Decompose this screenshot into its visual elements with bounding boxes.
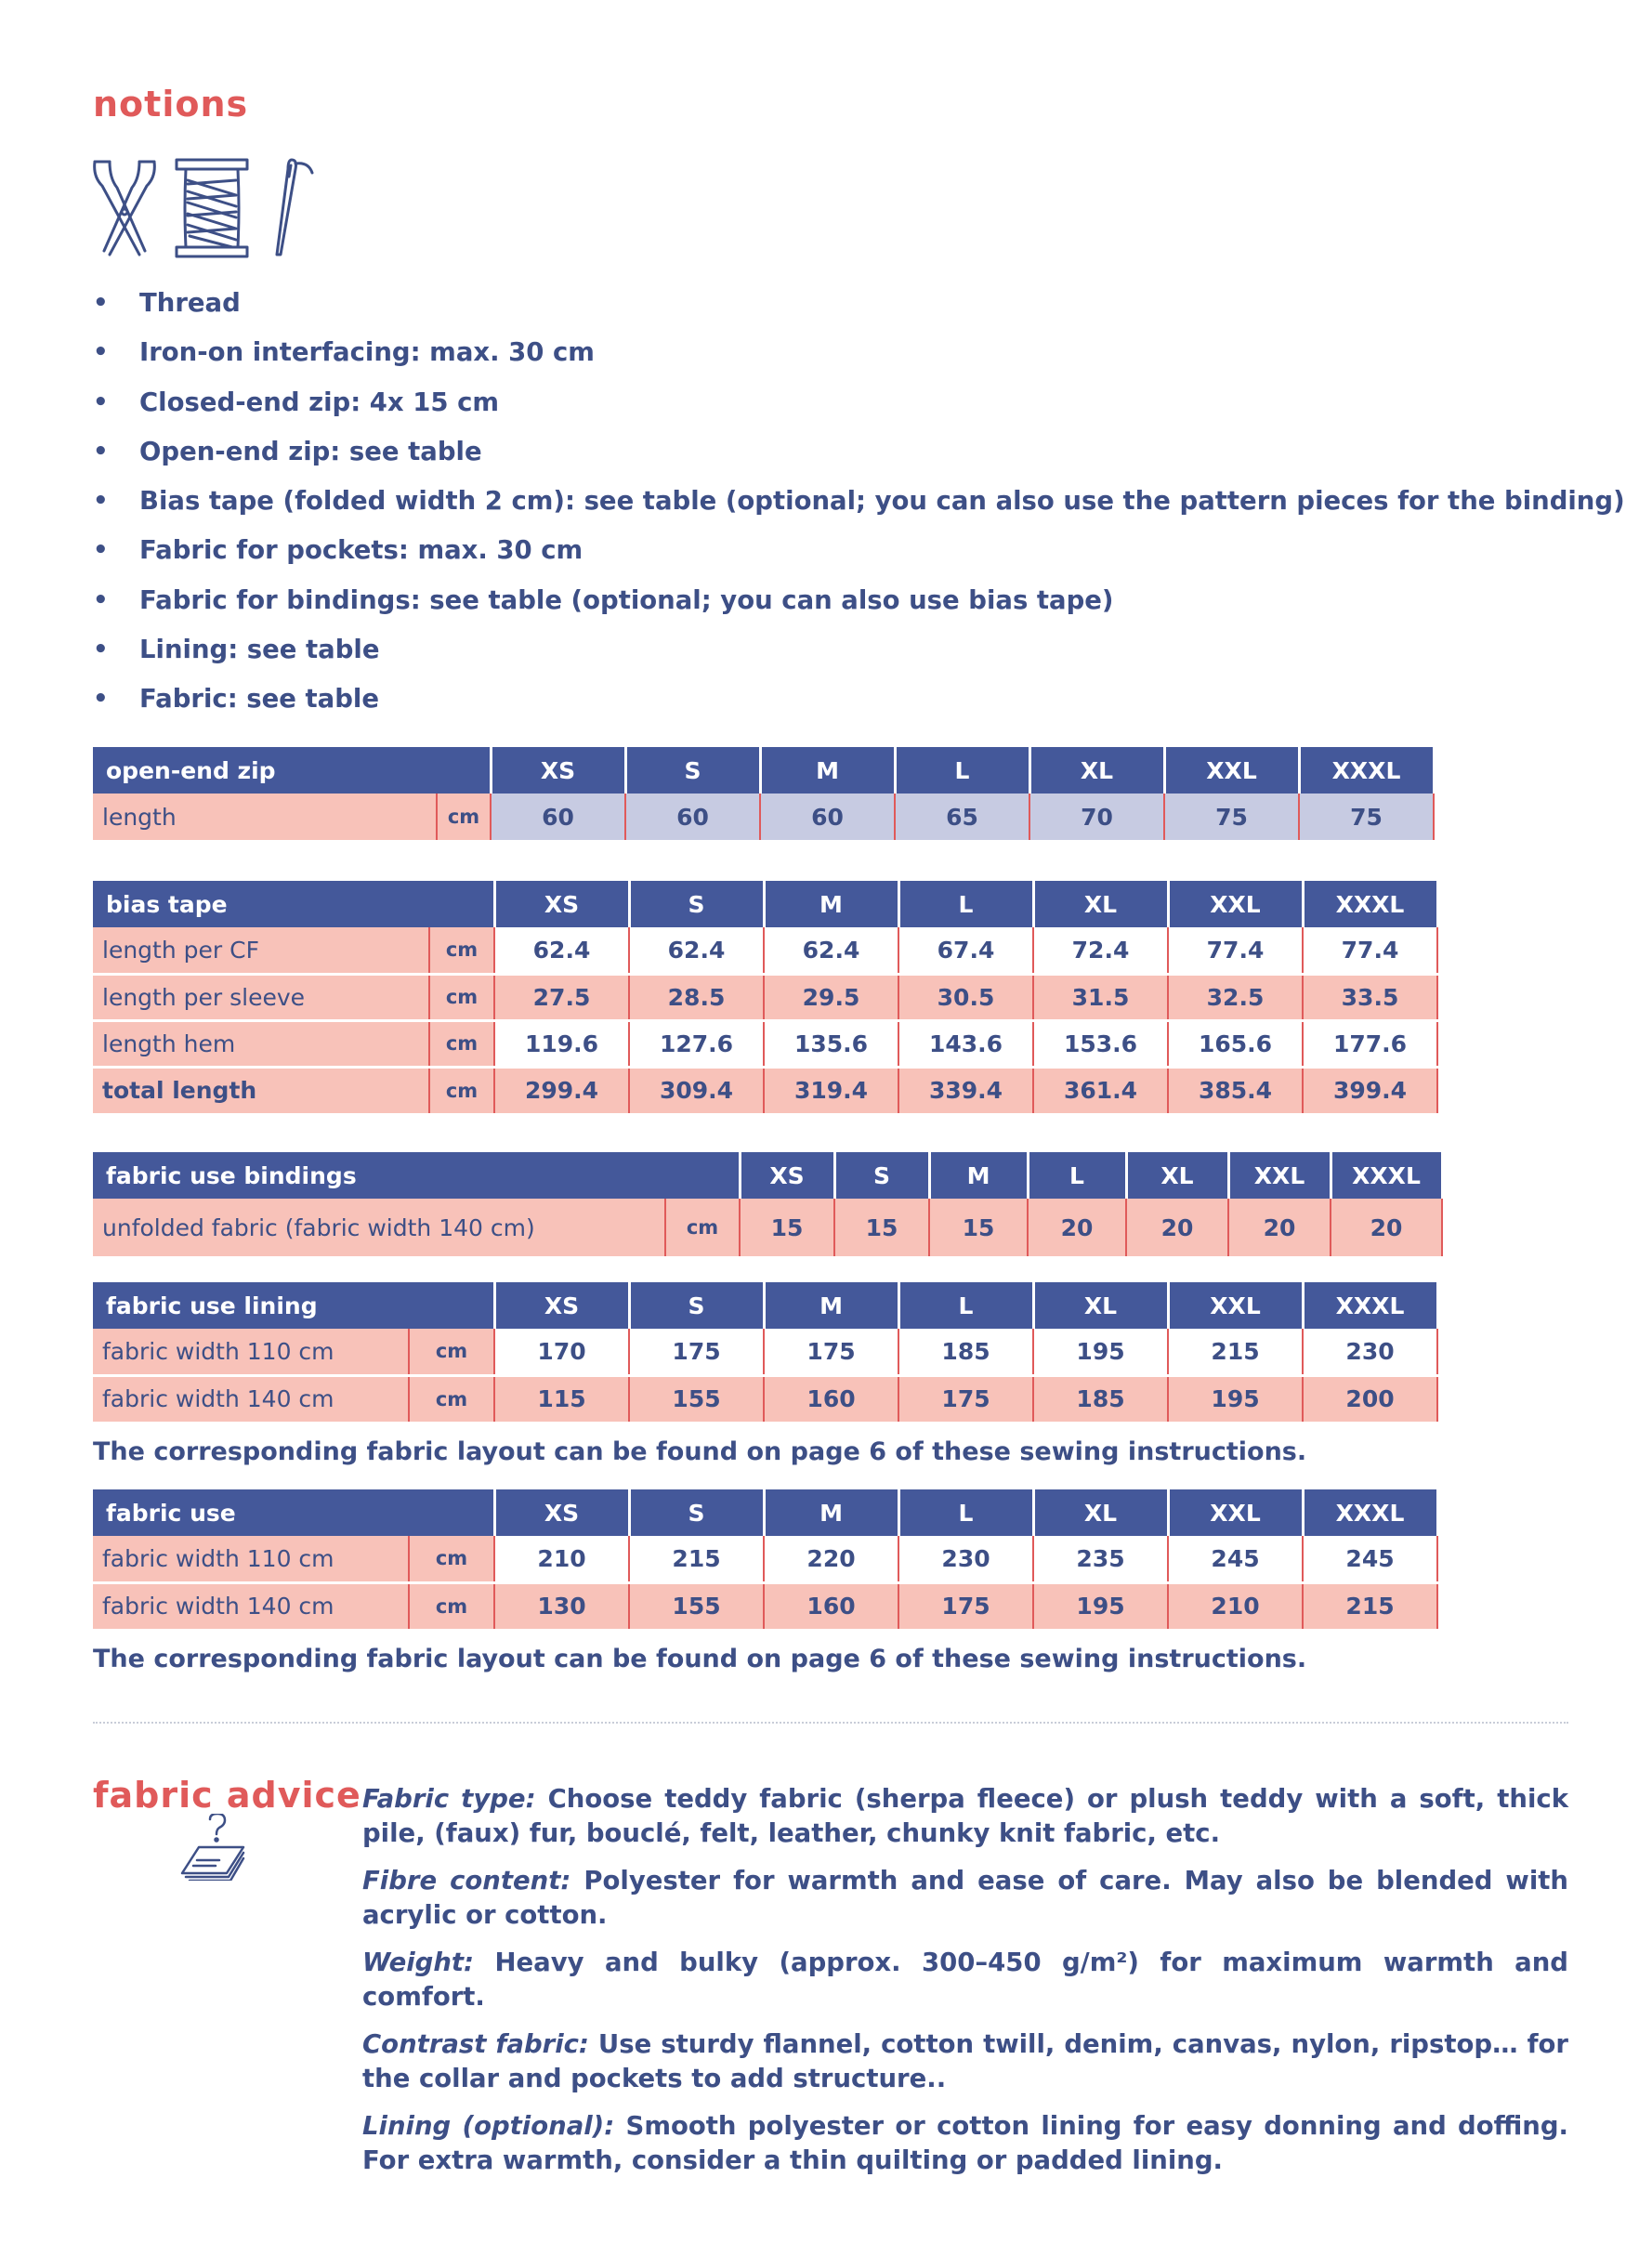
thread-spool-icon (177, 160, 247, 256)
table-cell: 230 (898, 1536, 1033, 1582)
advice-key: Lining (optional): (362, 2111, 615, 2141)
row-label: length per CF (93, 927, 429, 974)
size-header: XXL (1168, 1282, 1303, 1329)
table-cell: 399.4 (1303, 1067, 1437, 1113)
table-cell: 210 (494, 1536, 629, 1582)
notions-list (93, 279, 1625, 725)
table-cell: 65 (895, 794, 1029, 840)
size-header: L (1028, 1152, 1126, 1199)
row-unit: cm (429, 974, 494, 1020)
list-item: • Fabric for bindings: see table (optional; you can also use bias tape) (93, 576, 1625, 625)
row-label: unfolded fabric (fabric width 140 cm) (93, 1199, 665, 1256)
fabric-question-icon (178, 1814, 253, 1884)
advice-paragraph (362, 1946, 1568, 2014)
fabric-advice-text (362, 1782, 1568, 2191)
table-cell: 75 (1299, 794, 1434, 840)
advice-key: Fabric type: (362, 1784, 536, 1814)
table-header-row (93, 747, 1434, 794)
table-cell: 220 (764, 1536, 898, 1582)
size-header: XXXL (1303, 1282, 1437, 1329)
table-cell: 27.5 (494, 974, 629, 1020)
table-row (93, 1199, 1442, 1256)
table-header-row (93, 1489, 1437, 1536)
advice-text: Use sturdy flannel, cotton twill, denim, canvas, nylon, ripstop… for the collar and pockets to add structure.. (362, 2029, 1568, 2093)
table-cell: 115 (494, 1375, 629, 1422)
size-header: XS (494, 1489, 629, 1536)
size-header: XL (1033, 1489, 1168, 1536)
size-header: XL (1033, 881, 1168, 927)
table-cell: 170 (494, 1329, 629, 1375)
size-header: L (895, 747, 1029, 794)
table-cell: 20 (1331, 1199, 1442, 1256)
table-title: bias tape (93, 881, 494, 927)
table-cell: 29.5 (764, 974, 898, 1020)
table-cell: 215 (629, 1536, 764, 1582)
size-header: S (629, 881, 764, 927)
section-divider (93, 1722, 1568, 1724)
zip-table (93, 747, 1436, 840)
row-label: fabric width 110 cm (93, 1536, 409, 1582)
fabric-layout-note: The corresponding fabric layout can be found on page 6 of these sewing instructions. (93, 1645, 1307, 1673)
table-cell: 200 (1303, 1375, 1437, 1422)
table-row (93, 927, 1437, 974)
table-cell: 30.5 (898, 974, 1033, 1020)
row-label: fabric width 110 cm (93, 1329, 409, 1375)
table-row (93, 1375, 1437, 1422)
size-header: S (629, 1489, 764, 1536)
table-cell: 185 (898, 1329, 1033, 1375)
table-cell: 155 (629, 1375, 764, 1422)
advice-text: Smooth polyester or cotton lining for easy donning and doffing. For extra warmth, consider a thin quilting or padded lining. (362, 2111, 1569, 2175)
bias-tape-table (93, 881, 1439, 1113)
row-unit: cm (409, 1329, 494, 1375)
advice-text: Heavy and bulky (approx. 300–450 g/m²) for maximum warmth and comfort. (362, 1948, 1568, 2012)
table-cell: 119.6 (494, 1020, 629, 1067)
size-header: M (760, 747, 895, 794)
table-cell: 67.4 (898, 927, 1033, 974)
table-cell: 127.6 (629, 1020, 764, 1067)
table-cell: 155 (629, 1582, 764, 1629)
size-header: XXXL (1303, 1489, 1437, 1536)
table-title: fabric use lining (93, 1282, 494, 1329)
size-header: XL (1033, 1282, 1168, 1329)
size-header: M (764, 881, 898, 927)
table-header-row (93, 881, 1437, 927)
table-cell: 385.4 (1168, 1067, 1303, 1113)
size-header: XS (494, 881, 629, 927)
fabric-advice-heading: fabric advice (93, 1775, 361, 1816)
row-label: total length (93, 1067, 429, 1113)
table-cell: 185 (1033, 1375, 1168, 1422)
table-cell: 177.6 (1303, 1020, 1437, 1067)
advice-text: Polyester for warmth and ease of care. May also be blended with acrylic or cotton. (362, 1866, 1568, 1930)
row-label: fabric width 140 cm (93, 1375, 409, 1422)
table-cell: 245 (1168, 1536, 1303, 1582)
size-header: S (834, 1152, 929, 1199)
table-cell: 15 (740, 1199, 834, 1256)
table-cell: 165.6 (1168, 1020, 1303, 1067)
row-label: fabric width 140 cm (93, 1582, 409, 1629)
table-cell: 160 (764, 1582, 898, 1629)
size-header: M (929, 1152, 1028, 1199)
table-cell: 160 (764, 1375, 898, 1422)
list-item: • Closed-end zip: 4x 15 cm (93, 378, 1625, 427)
row-unit: cm (429, 1067, 494, 1113)
size-header: L (898, 1489, 1033, 1536)
list-item: • Lining: see table (93, 625, 1625, 675)
row-unit: cm (429, 1020, 494, 1067)
bindings-table (93, 1152, 1444, 1256)
table-cell: 20 (1028, 1199, 1126, 1256)
table-row (93, 1067, 1437, 1113)
table-cell: 245 (1303, 1536, 1437, 1582)
table-cell: 299.4 (494, 1067, 629, 1113)
table-cell: 339.4 (898, 1067, 1033, 1113)
table-cell: 230 (1303, 1329, 1437, 1375)
advice-paragraph (362, 2109, 1568, 2178)
size-header: XXL (1164, 747, 1299, 794)
table-cell: 130 (494, 1582, 629, 1629)
table-row (93, 1020, 1437, 1067)
table-cell: 195 (1033, 1582, 1168, 1629)
size-header: XL (1029, 747, 1164, 794)
notions-icons (91, 158, 333, 264)
size-header: XS (740, 1152, 834, 1199)
table-cell: 195 (1168, 1375, 1303, 1422)
table-cell: 62.4 (764, 927, 898, 974)
row-unit: cm (409, 1375, 494, 1422)
table-cell: 62.4 (629, 927, 764, 974)
table-cell: 135.6 (764, 1020, 898, 1067)
row-unit: cm (409, 1582, 494, 1629)
table-cell: 72.4 (1033, 927, 1168, 974)
lining-layout-note: The corresponding fabric layout can be found on page 6 of these sewing instructions. (93, 1437, 1307, 1466)
size-header: XL (1126, 1152, 1228, 1199)
table-cell: 60 (760, 794, 895, 840)
advice-key: Weight: (362, 1948, 475, 1977)
size-header: XXL (1168, 1489, 1303, 1536)
table-cell: 215 (1168, 1329, 1303, 1375)
advice-paragraph (362, 2027, 1568, 2096)
table-cell: 175 (898, 1375, 1033, 1422)
list-item: • Thread (93, 279, 1625, 328)
table-cell: 153.6 (1033, 1020, 1168, 1067)
advice-text: Choose teddy fabric (sherpa fleece) or plush teddy with a soft, thick pile, (faux) fur, bouclé, felt, leather, chunky knit fabric, etc. (362, 1784, 1568, 1848)
list-item: • Iron-on interfacing: max. 30 cm (93, 328, 1625, 377)
table-row (93, 974, 1437, 1020)
table-cell: 31.5 (1033, 974, 1168, 1020)
size-header: XXXL (1299, 747, 1434, 794)
table-cell: 62.4 (494, 927, 629, 974)
table-title: fabric use (93, 1489, 494, 1536)
table-cell: 32.5 (1168, 974, 1303, 1020)
needle-icon (277, 160, 312, 255)
list-item: • Fabric for pockets: max. 30 cm (93, 526, 1625, 575)
table-cell: 195 (1033, 1329, 1168, 1375)
list-item: • Open-end zip: see table (93, 427, 1625, 477)
advice-key: Fibre content: (362, 1866, 571, 1895)
table-cell: 309.4 (629, 1067, 764, 1113)
size-header: XS (491, 747, 625, 794)
advice-paragraph (362, 1782, 1568, 1851)
size-header: S (629, 1282, 764, 1329)
table-cell: 20 (1228, 1199, 1331, 1256)
table-cell: 60 (625, 794, 760, 840)
table-header-row (93, 1282, 1437, 1329)
table-cell: 210 (1168, 1582, 1303, 1629)
table-cell: 77.4 (1303, 927, 1437, 974)
row-unit: cm (437, 794, 491, 840)
table-cell: 15 (834, 1199, 929, 1256)
row-unit: cm (409, 1536, 494, 1582)
table-cell: 215 (1303, 1582, 1437, 1629)
table-cell: 319.4 (764, 1067, 898, 1113)
table-cell: 175 (764, 1329, 898, 1375)
size-header: L (898, 881, 1033, 927)
size-header: XXL (1228, 1152, 1331, 1199)
row-unit: cm (665, 1199, 740, 1256)
table-cell: 70 (1029, 794, 1164, 840)
table-cell: 28.5 (629, 974, 764, 1020)
list-item: • Bias tape (folded width 2 cm): see table (optional; you can also use the pattern pieces for the binding) (93, 477, 1625, 526)
row-label: length hem (93, 1020, 429, 1067)
size-header: M (764, 1489, 898, 1536)
size-header: L (898, 1282, 1033, 1329)
table-row (93, 1582, 1437, 1629)
lining-table (93, 1282, 1439, 1422)
table-cell: 235 (1033, 1536, 1168, 1582)
table-cell: 175 (898, 1582, 1033, 1629)
table-cell: 75 (1164, 794, 1299, 840)
table-title: fabric use bindings (93, 1152, 740, 1199)
size-header: XS (494, 1282, 629, 1329)
notions-heading: notions (93, 84, 249, 125)
table-header-row (93, 1152, 1442, 1199)
scissors-icon (95, 162, 155, 255)
table-row (93, 1536, 1437, 1582)
size-header: M (764, 1282, 898, 1329)
table-cell: 77.4 (1168, 927, 1303, 974)
table-title: open-end zip (93, 747, 491, 794)
size-header: XXXL (1303, 881, 1437, 927)
table-cell: 60 (491, 794, 625, 840)
row-label: length (93, 794, 437, 840)
table-cell: 361.4 (1033, 1067, 1168, 1113)
row-label: length per sleeve (93, 974, 429, 1020)
table-cell: 175 (629, 1329, 764, 1375)
fabric-use-table (93, 1489, 1439, 1629)
size-header: XXXL (1331, 1152, 1442, 1199)
advice-paragraph (362, 1864, 1568, 1933)
table-cell: 33.5 (1303, 974, 1437, 1020)
size-header: S (625, 747, 760, 794)
table-row (93, 1329, 1437, 1375)
list-item: • Fabric: see table (93, 675, 1625, 724)
table-cell: 20 (1126, 1199, 1228, 1256)
table-cell: 15 (929, 1199, 1028, 1256)
table-cell: 143.6 (898, 1020, 1033, 1067)
table-row (93, 794, 1434, 840)
size-header: XXL (1168, 881, 1303, 927)
row-unit: cm (429, 927, 494, 974)
advice-key: Contrast fabric: (362, 2029, 589, 2059)
